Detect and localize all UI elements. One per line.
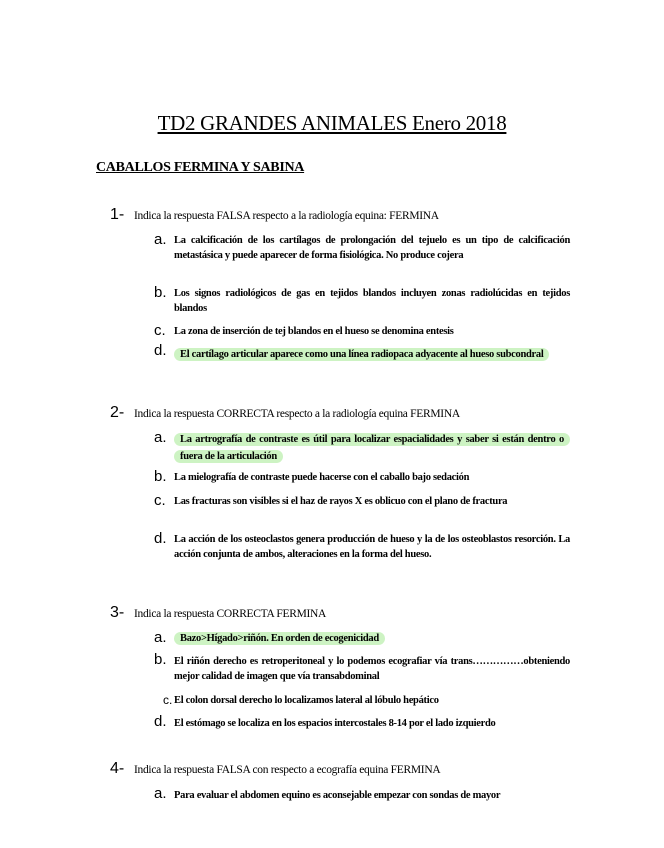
option-letter: d.: [154, 713, 167, 730]
option-letter: a.: [154, 785, 167, 802]
option-text: El estómago se localiza en los espacios intercostales 8-14 por el lado izquierdo: [174, 718, 496, 729]
question-text: Indica la respuesta FALSA con respecto a ecografía equina FERMINA: [134, 764, 441, 776]
option-text: Las fracturas son visibles si el haz de rayos X es oblicuo con el plano de fractura: [174, 496, 508, 507]
option-letter: b.: [154, 651, 167, 668]
option-text-highlighted: [174, 431, 570, 465]
option-text: El colon dorsal derecho lo localizamos lateral al lóbulo hepático: [174, 695, 439, 706]
option-letter: c.: [154, 492, 166, 509]
option-letter: d.: [154, 530, 167, 547]
option-text-highlighted: [174, 345, 570, 364]
question-text: Indica la respuesta CORRECTA FERMINA: [134, 608, 327, 620]
question-number: 4-: [110, 760, 125, 777]
document-title: TD2 GRANDES ANIMALES Enero 2018: [157, 111, 507, 135]
option-text: Los signos radiológicos de gas en tejidos blandos incluyen zonas radiolúcidas en tejidos blandos: [174, 288, 570, 314]
option-text: El riñón derecho es retroperitoneal y lo podemos ecografiar vía trans……………obteniendo mejor calidad de imagen que vía transabdominal: [174, 656, 570, 682]
option-letter: d.: [154, 342, 167, 359]
question-text: Indica la respuesta CORRECTA respecto a la radiología equina FERMINA: [134, 408, 460, 420]
option-letter: a.: [154, 429, 167, 446]
question-text: Indica la respuesta FALSA respecto a la radiología equina: FERMINA: [134, 210, 439, 222]
section-heading: CABALLOS FERMINA Y SABINA: [96, 160, 305, 175]
option-letter: a.: [154, 629, 167, 646]
answer-highlight: La artrografía de contraste es útil para localizar espacialidades y saber si están dentro o fuera de la articulación: [174, 433, 570, 463]
option-letter: b.: [154, 468, 167, 485]
option-text: La acción de los osteoclastos genera producción de hueso y la de los osteoblastos resorción. La acción conjunta de ambos, alteraciones en la forma del hueso.: [174, 534, 570, 560]
question-number: 2-: [110, 404, 125, 421]
option-text: La zona de inserción de tej blandos en el hueso se denomina entesis: [174, 326, 454, 337]
option-letter: a.: [154, 231, 167, 248]
answer-highlight: Bazo>Hígado>riñón. En orden de ecogenicidad: [174, 632, 385, 645]
option-text: La mielografía de contraste puede hacerse con el caballo bajo sedación: [174, 472, 470, 483]
question-number: 1-: [110, 206, 125, 223]
option-letter: b.: [154, 284, 167, 301]
option-text: Para evaluar el abdomen equino es aconsejable empezar con sondas de mayor: [174, 790, 501, 801]
option-text: La calcificación de los cartílagos de prolongación del tejuelo es un tipo de calcificación metastásica y puede aparecer de forma fisiológica. No produce cojera: [174, 235, 570, 261]
answer-highlight: El cartílago articular aparece como una línea radiopaca adyacente al hueso subcondral: [174, 348, 549, 361]
option-letter: c.: [163, 693, 173, 707]
question-number: 3-: [110, 604, 125, 621]
option-letter: c.: [154, 322, 166, 339]
option-text-highlighted: [174, 631, 570, 646]
